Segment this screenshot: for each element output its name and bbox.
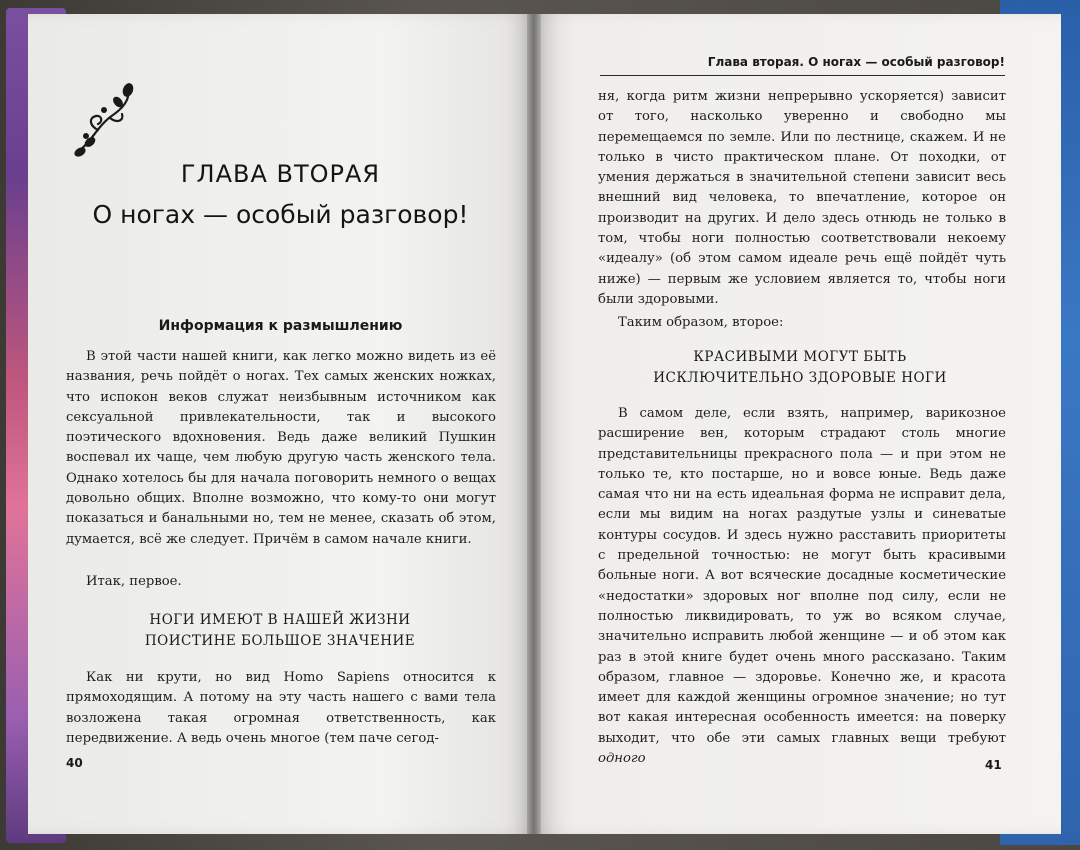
paragraph-text: Как ни крути, но вид Homo Sapiens относится к прямоходящим. А потому на эту часть нашего с вами тела возложена такая огромная ответственность, как передвижение. А ведь очень многое (тем паче сегод- (66, 670, 496, 746)
chapter-title: ГЛАВА ВТОРАЯ (180, 160, 381, 188)
running-head-rule (600, 75, 1005, 76)
right-paragraph-2 (598, 313, 1006, 333)
paragraph-text: ня, когда ритм жизни непрерывно ускоряется) зависит от того, насколько уверенно и свободно мы перемещаемся по земле. Или по лестнице, скажем. И не только в чисто практическом плане. От походки, от умения держаться в значительной степени зависит весь внешний вид человека, то впечатление, которое он производит на других. И дело здесь отнюдь не только в том, чтобы ноги полностью соответствовали некоему «идеалу» (об этом самом идеале речь ещё пойдёт чуть ниже) — первым же условием является то, чтобы ноги были здоровыми. (598, 89, 1006, 307)
book-gutter (527, 14, 541, 834)
subheading-line: НОГИ ИМЕЮТ В НАШЕЙ ЖИЗНИ (149, 612, 411, 628)
paragraph-text (598, 404, 1006, 769)
left-paragraph-2 (66, 572, 496, 592)
left-paragraph-3 (66, 668, 496, 749)
right-subheading (560, 347, 1040, 389)
subheading-line: КРАСИВЫМИ МОГУТ БЫТЬ (693, 349, 907, 365)
left-paragraph-1 (66, 347, 496, 550)
page-number-left: 40 (66, 756, 83, 770)
right-paragraph-1 (598, 87, 1006, 310)
section-heading: Информация к размышлению (158, 318, 403, 334)
paragraph-body: В самом деле, если взять, например, варикозное расширение вен, которым страдают столь многие представительницы прекрасного пола — и при этом не только те, кто постарше, но и вовсе юные. Ведь даже самая что ни на есть идеальная форма не исправит дела, если мы видим на ногах раздутые узлы и синеватые контуры сосудов. И здесь нужно расставить приоритеты с предельной точностью: не могут быть красивыми больные ноги. А вот всяческие досадные косметические «недостатки» здоровых ног вполне под силу, если не полностью ликвидировать, то уж во всяком случае, значительно исправить любой женщине — и об этом как раз в этой книге будет очень много рассказано. Таким образом, главное — здоровье. Конечно же, и красота имеет для каждой женщины огромное значение; но тут вот какая интересная особенность имеется: на поверку выходит, что обе эти самых главных вещи требуют (598, 406, 1006, 746)
subheading-line: ИСКЛЮЧИТЕЛЬНО ЗДОРОВЫЕ НОГИ (653, 370, 947, 386)
italic-word: одного (598, 751, 646, 767)
floral-ornament-icon (68, 80, 138, 160)
right-paragraph-3 (598, 404, 1006, 769)
paragraph-text: Итак, первое. (86, 574, 182, 589)
left-subheading (40, 610, 520, 652)
paragraph-text: В этой части нашей книги, как легко можно видеть из её названия, речь пойдёт о ногах. Тех самых женских ножках, что испокон веков служат неизбывным источником как сексуальной привлекательности, так и высокого поэтического вдохновения. Ведь даже великий Пушкин воспевал их чаще, чем любую другую часть женского тела. Однако хотелось бы для начала поговорить немного о вещах довольно общих. Вполне возможно, что кому-то они могут показаться и банальными но, тем не менее, сказать об этом, думается, всё же следует. Причём в самом начале книги. (66, 349, 496, 547)
paragraph-text: Таким образом, второе: (618, 315, 784, 330)
chapter-subtitle: О ногах — особый разговор! (92, 200, 469, 229)
subheading-line: ПОИСТИНЕ БОЛЬШОЕ ЗНАЧЕНИЕ (144, 633, 416, 649)
page-number-right: 41 (985, 758, 1002, 772)
running-head: Глава вторая. О ногах — особый разговор! (707, 55, 1005, 69)
